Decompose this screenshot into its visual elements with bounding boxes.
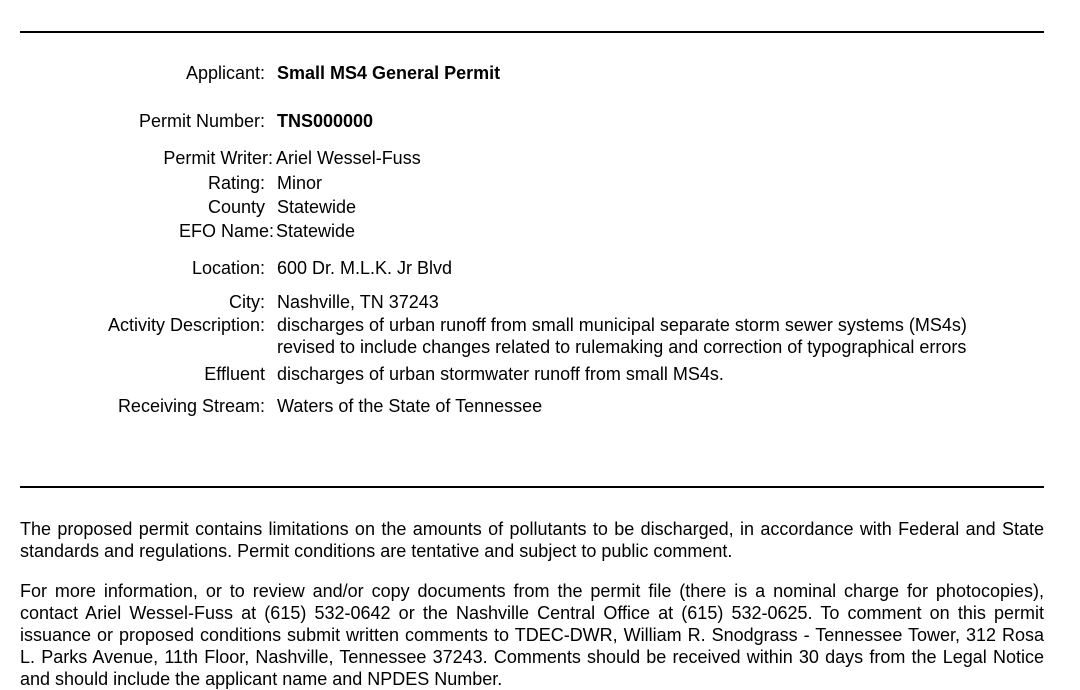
paragraph-more-information: For more information, or to review and/or copy documents from the permit file (there is a nominal charge for photocopies), contact Ariel Wessel-Fuss at (615) 532-0642 or the Nashville Central Office at (615) 532-0625. To comment on this permit issuance or proposed conditions submit written comments to TDEC-DWR, William R. Snodgrass - Tennessee Tower, 312 Rosa L. Parks Avenue, 11th Floor, Nashville, Tennessee 37243. Comments should be received within 30 days from the Legal Notice and should include the applicant name and NPDES Number. xyxy=(20,581,1044,689)
city-row xyxy=(0,290,1080,314)
applicant-value: Small MS4 General Permit xyxy=(277,63,501,83)
city-label: City: xyxy=(229,292,265,312)
applicant-label: Applicant: xyxy=(185,63,265,83)
efo-name-row xyxy=(0,219,1080,243)
receiving-stream-row xyxy=(0,394,1080,418)
location-label: Location: xyxy=(191,258,265,278)
permit-number-label: Permit Number: xyxy=(138,111,265,131)
effluent-label: Effluent xyxy=(204,364,265,384)
city-value: Nashville, TN 37243 xyxy=(277,292,439,312)
permit-writer-row xyxy=(0,146,1080,170)
location-value: 600 Dr. M.L.K. Jr Blvd xyxy=(277,258,453,278)
activity-description-label: Activity Description: xyxy=(107,315,265,335)
paragraph-limitations: The proposed permit contains limitations on the amounts of pollutants to be discharged, in accordance with Federal and State standards and regulations. Permit conditions are tentative and subject to public comment. xyxy=(20,519,1044,561)
effluent-row xyxy=(0,362,1080,386)
rating-row xyxy=(0,171,1080,195)
activity-description-row xyxy=(0,313,1080,361)
county-label: County xyxy=(207,197,265,217)
applicant-row xyxy=(0,61,1080,85)
receiving-stream-label: Receiving Stream: xyxy=(117,396,265,416)
permit-number-row xyxy=(0,109,1080,133)
top-rule xyxy=(20,31,1044,33)
efo-name-value: Statewide xyxy=(276,221,356,241)
county-value: Statewide xyxy=(277,197,357,217)
activity-description-line2: revised to include changes related to rulemaking and correction of typographical errors xyxy=(277,337,967,357)
rating-value: Minor xyxy=(277,173,323,193)
receiving-stream-value: Waters of the State of Tennessee xyxy=(277,396,543,416)
county-row xyxy=(0,195,1080,219)
permit-writer-label: Permit Writer: xyxy=(163,148,273,168)
rating-label: Rating: xyxy=(207,173,265,193)
permit-number-value: TNS000000 xyxy=(277,111,374,131)
location-row xyxy=(0,256,1080,280)
permit-writer-value: Ariel Wessel-Fuss xyxy=(276,148,421,168)
activity-description-line1: discharges of urban runoff from small municipal separate storm sewer systems (MS4s) xyxy=(277,315,967,335)
bottom-rule xyxy=(20,486,1044,488)
efo-name-label: EFO Name: xyxy=(178,221,274,241)
effluent-value: discharges of urban stormwater runoff from small MS4s. xyxy=(277,364,724,384)
